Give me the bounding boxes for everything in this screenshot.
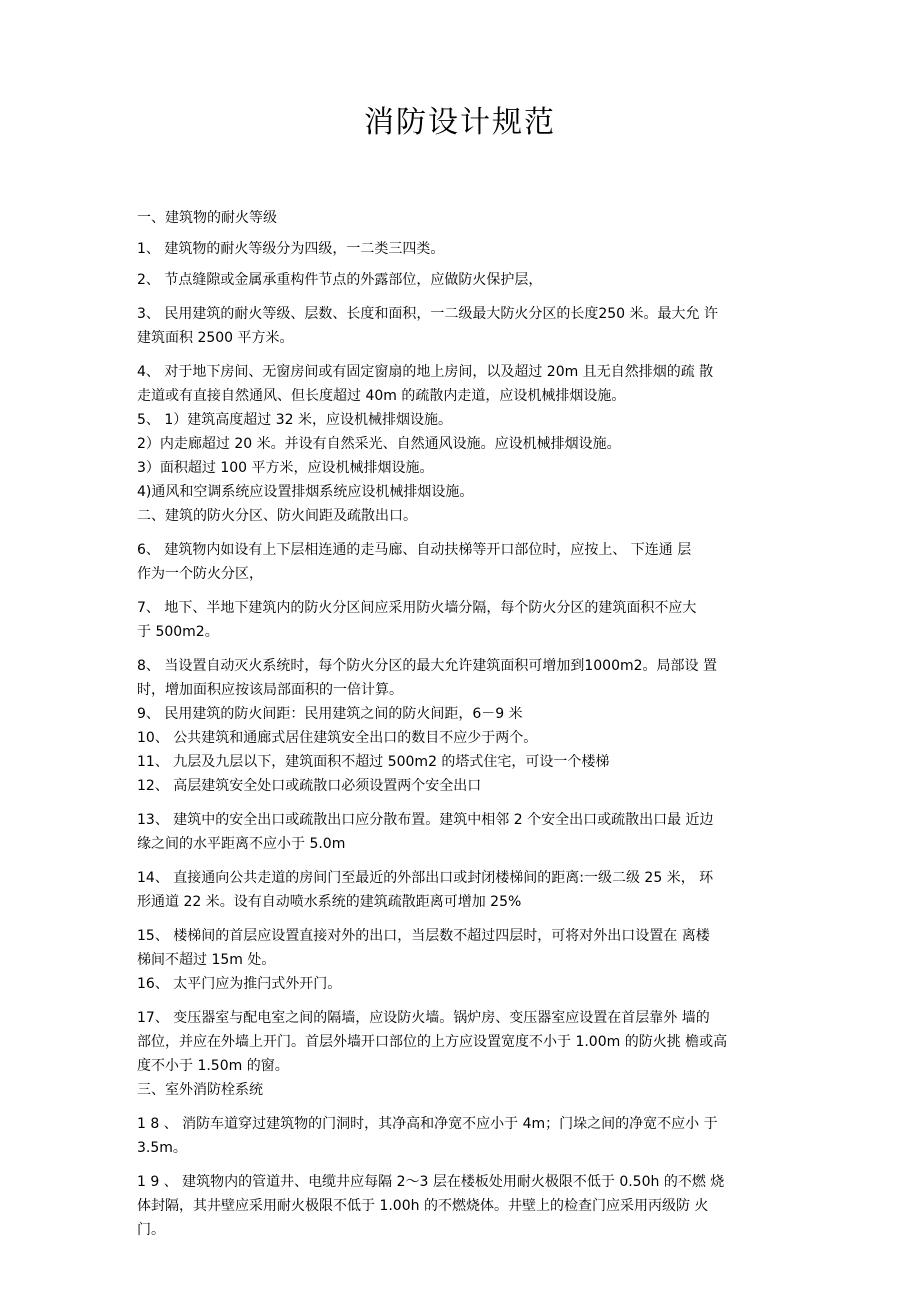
- paragraph-line: 3.5m。: [137, 1140, 187, 1156]
- paragraph-line: 17、 变压器室与配电室之间的隔墙，应设防火墙。锅炉房、变压器室应设置在首层靠外 墙的: [137, 1010, 710, 1026]
- paragraph-line: 2、 节点缝隙或金属承重构件节点的外露部位，应做防火保护层，: [137, 272, 543, 288]
- paragraph-line: 缘之间的水平距离不应小于 5.0m: [137, 836, 346, 852]
- paragraph-line: 16、 太平门应为推闩式外开门。: [137, 976, 342, 992]
- paragraph-line: 门。: [137, 1222, 165, 1238]
- paragraph-line: 体封隔，其井壁应采用耐火极限不低于 1.00h 的不燃烧体。井壁上的检查门应采用丙级防 火: [137, 1198, 709, 1214]
- paragraph-line: 3、 民用建筑的耐火等级、层数、长度和面积，一二级最大防火分区的长度250 米。最大允 许: [137, 306, 718, 322]
- paragraph-line: 作为一个防火分区，: [137, 566, 263, 582]
- paragraph-line: 形通道 22 米。设有自动喷水系统的建筑疏散距离可增加 25%: [137, 894, 522, 910]
- paragraph-line: 于 500m2。: [137, 624, 219, 640]
- section-heading: 三、室外消防栓系统: [137, 1082, 263, 1098]
- paragraph-line: 梯间不超过 15m 处。: [137, 952, 276, 968]
- paragraph-line: 部位，并应在外墙上开门。首层外墙开口部位的上方应设置宽度不小于 1.00m 的防火挑 檐或高: [137, 1034, 728, 1050]
- paragraph-line: 7、 地下、半地下建筑内的防火分区间应采用防火墙分隔，每个防火分区的建筑面积不应大: [137, 600, 697, 616]
- paragraph-line: 时，增加面积应按该局部面积的一倍计算。: [137, 682, 403, 698]
- paragraph-line: 8、 当设置自动灭火系统时，每个防火分区的最大允许建筑面积可增加到1000m2。局部设 置: [137, 658, 717, 674]
- paragraph-line: 4)通风和空调系统应设置排烟系统应设机械排烟设施。: [137, 484, 474, 500]
- paragraph-line: 5、 1）建筑高度超过 32 米，应设机械排烟设施。: [137, 412, 452, 428]
- paragraph-line: 6、 建筑物内如设有上下层相连通的走马廊、自动扶梯等开口部位时，应按上、 下连通 层: [137, 542, 692, 558]
- section-heading: 二、建筑的防火分区、防火间距及疏散出口。: [137, 508, 417, 524]
- paragraph-line: 3）面积超过 100 平方米，应设机械排烟设施。: [137, 460, 434, 476]
- paragraph-line: 走道或有直接自然通风、但长度超过 40m 的疏散内走道，应设机械排烟设施。: [137, 388, 626, 404]
- paragraph-line: 建筑面积 2500 平方米。: [137, 330, 294, 346]
- paragraph-line: 15、 楼梯间的首层应设置直接对外的出口，当层数不超过四层时，可将对外出口设置在 离楼: [137, 928, 710, 944]
- paragraph-line: 1 9 、 建筑物内的管道井、电缆井应每隔 2～3 层在楼板处用耐火极限不低于 0.50h 的不燃 烧: [137, 1174, 725, 1190]
- page-title: 消防设计规范: [364, 105, 556, 140]
- paragraph-line: 4、 对于地下房间、无窗房间或有固定窗扇的地上房间，以及超过 20m 且无自然排烟的疏 散: [137, 364, 714, 380]
- paragraph-line: 12、 高层建筑安全处口或疏散口必须设置两个安全出口: [137, 778, 482, 794]
- section-heading: 一、建筑物的耐火等级: [137, 210, 277, 226]
- paragraph-line: 1 8 、 消防车道穿过建筑物的门洞时，其净高和净宽不应小于 4m；门垛之间的净宽不应小 于: [137, 1116, 718, 1132]
- document-body: [137, 206, 790, 1242]
- paragraph-line: 度不小于 1.50m 的窗。: [137, 1058, 289, 1074]
- paragraph-line: 10、 公共建筑和通廊式居住建筑安全出口的数目不应少于两个。: [137, 730, 538, 746]
- paragraph-line: 13、 建筑中的安全出口或疏散出口应分散布置。建筑中相邻 2 个安全出口或疏散出口最 近边: [137, 812, 714, 828]
- paragraph-line: 1、 建筑物的耐火等级分为四级，一二类三四类。: [137, 241, 445, 257]
- paragraph-line: 2）内走廊超过 20 米。并设有自然采光、自然通风设施。应设机械排烟设施。: [137, 436, 621, 452]
- paragraph-line: 9、 民用建筑的防火间距：民用建筑之间的防火间距，6－9 米: [137, 706, 523, 722]
- paragraph-line: 14、 直接通向公共走道的房间门至最近的外部出口或封闭楼梯间的距离:一级二级 25 米， 环: [137, 870, 714, 886]
- paragraph-line: 11、 九层及九层以下，建筑面积不超过 500m2 的塔式住宅，可设一个楼梯: [137, 754, 610, 770]
